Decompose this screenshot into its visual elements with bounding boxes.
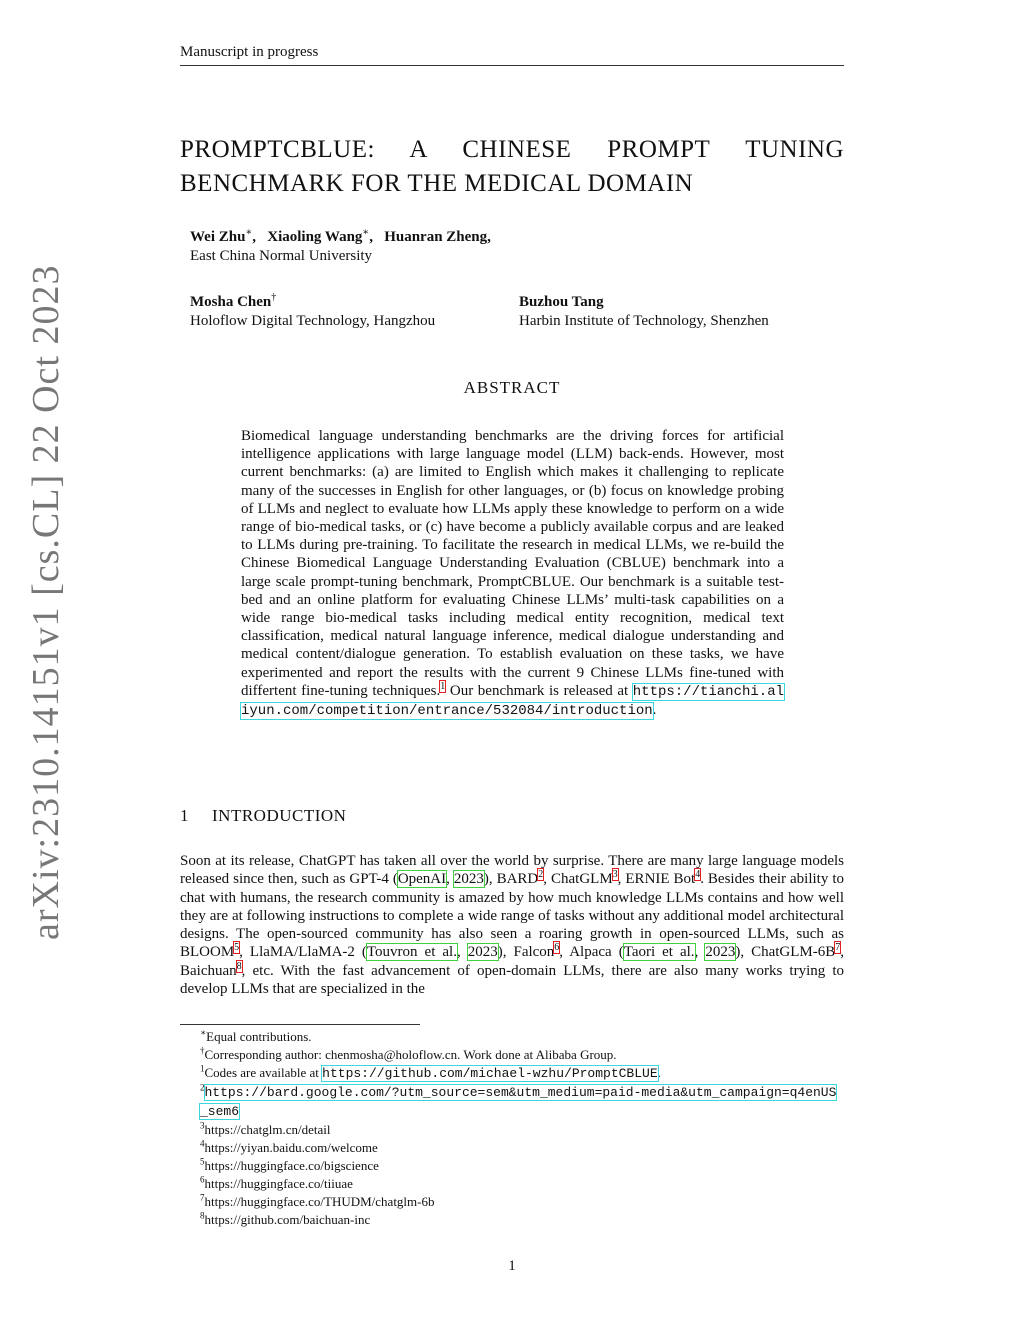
footnote xyxy=(180,1064,844,1083)
abstract-paragraph-tail: Our benchmark is released at xyxy=(445,682,633,699)
footnote-text: Equal contributions. xyxy=(206,1029,312,1044)
footnote xyxy=(180,1175,844,1193)
footnote xyxy=(180,1157,844,1175)
footnote-mark: 8 xyxy=(200,1210,205,1221)
intro-text: Soon at its release, ChatGPT has taken all over the world by surprise. There are many large language models released since then, such as GPT-4 ( xyxy=(180,853,844,888)
footnote xyxy=(180,1046,844,1064)
footnote-ref-2[interactable]: 2 xyxy=(538,869,544,881)
citation-taori[interactable]: Taori et al. xyxy=(623,944,695,961)
footnote xyxy=(180,1211,844,1229)
author-name: Huanran Zheng, xyxy=(384,229,491,245)
author-affiliation: Holoflow Digital Technology, Hangzhou xyxy=(190,313,436,329)
footnote-text: Codes are available at xyxy=(204,1065,323,1080)
footnote-text: https://huggingface.co/THUDM/chatglm-6b xyxy=(204,1194,435,1209)
citation-touvron-year[interactable]: 2023 xyxy=(467,944,498,961)
intro-text: , ChatGLM xyxy=(543,871,613,888)
abstract-paragraph: Biomedical language understanding benchmarks are the driving forces for artificial intelligence applications with large language model (LLM) back-ends. However, most current benchmarks: (a) are limited to English which makes it challenging to replicate many of the successes in English for other languages, or (b) focus on knowledge probing of LLMs and neglect to evaluate how LLMs apply these knowledge to perform on a wide range of bio-medical tasks, or (c) have become a publicly available corpus and are leaked to LLMs during pre-training. To facilitate the research in medical LLMs, we re-build the Chinese Biomedical Language Understanding Evaluation (CBLUE) benchmark into a large scale prompt-tuning benchmark, PromptCBLUE. Our benchmark is a suitable test-bed and an online platform for evaluating Chinese LLMs’ multi-task capabilities on a wide range bio-medical tasks including medical entity recognition, medical text classification, medical natural language inference, medical dialogue understanding and medical content/dialogue generation. To establish evaluation on these tasks, we have experimented and report the results with the current 9 Chinese LLMs fine-tuned with differtent fine-tuning techniques. xyxy=(241,428,784,699)
author-name: Buzhou Tang xyxy=(519,294,604,310)
benchmark-link[interactable]: https://tianchi.aliyun.com/competition/entrance/532084/introduction xyxy=(241,683,784,720)
section-heading xyxy=(180,806,346,826)
abstract-end: . xyxy=(652,702,657,719)
footnote-text: https://huggingface.co/tiiuae xyxy=(204,1176,353,1191)
intro-text: , Baichuan xyxy=(180,944,844,979)
footnote-mark: 4 xyxy=(200,1138,205,1149)
footnote-ref-6[interactable]: 6 xyxy=(554,942,560,954)
citation-touvron[interactable]: Touvron et al. xyxy=(366,944,457,961)
footnote-ref-8[interactable]: 8 xyxy=(236,960,242,972)
citation-taori-year[interactable]: 2023 xyxy=(705,944,736,961)
section-number: 1 xyxy=(180,806,189,825)
footnote xyxy=(180,1083,844,1121)
footnote-ref-3[interactable]: 3 xyxy=(612,869,618,881)
footnote-mark: 3 xyxy=(200,1120,205,1131)
footnote-text: https://yiyan.baidu.com/welcome xyxy=(204,1140,378,1155)
footnote xyxy=(180,1028,844,1046)
intro-text: ), BARD xyxy=(483,871,539,888)
arxiv-stamp: arXiv:2310.14151v1 [cs.CL] 22 Oct 2023 xyxy=(25,264,67,940)
footnote-end: . xyxy=(657,1065,661,1080)
footnote-rule xyxy=(180,1024,420,1025)
title-word: PROMPT xyxy=(607,136,710,163)
footnote-mark: ∗ xyxy=(200,1027,207,1038)
footnote xyxy=(180,1193,844,1211)
intro-text: . Besides their ability to chat with humans, the research community is amazed by how much knowledge LLMs contains and how well they are at following instructions to complete a wide range of tasks without any additional model architectural designs. The open-sourced community has also seen a roaring growth in open-sourced LLMs, such as BLOOM xyxy=(180,871,844,961)
github-link[interactable]: https://github.com/michael-wzhu/PromptCBLUE xyxy=(322,1066,658,1081)
running-header: Manuscript in progress xyxy=(180,44,319,60)
citation-openai-year[interactable]: 2023 xyxy=(453,871,484,888)
author-name: Xiaoling Wang xyxy=(267,229,363,245)
footnote-mark: 6 xyxy=(200,1174,205,1185)
paper-title-line1 xyxy=(180,132,844,168)
author-mark: † xyxy=(271,292,277,303)
footnote-mark: 1 xyxy=(200,1063,205,1074)
author-affiliation: East China Normal University xyxy=(190,248,373,264)
footnote-ref-4[interactable]: 4 xyxy=(695,869,701,881)
author-mark: ∗ xyxy=(362,227,370,238)
footnote xyxy=(180,1121,844,1139)
footnote-mark: 5 xyxy=(200,1156,205,1167)
footnote-ref-7[interactable]: 7 xyxy=(835,942,841,954)
footnote-mark: 2 xyxy=(200,1082,205,1093)
footnote-text: https://huggingface.co/bigscience xyxy=(204,1158,379,1173)
footnote-mark: † xyxy=(200,1045,205,1056)
author-row-1: Wei Zhu∗, Xiaoling Wang∗, Huanran Zheng, East China Normal University xyxy=(190,227,491,264)
abstract-heading: ABSTRACT xyxy=(463,378,561,397)
author-name: Mosha Chen xyxy=(190,294,272,310)
footnote-ref-5[interactable]: 5 xyxy=(234,942,240,954)
footnote-text: https://chatglm.cn/detail xyxy=(204,1122,331,1137)
intro-text: ), Falcon xyxy=(497,944,555,961)
page-number: 1 xyxy=(508,1258,516,1274)
footnote xyxy=(180,1139,844,1157)
section-title: INTRODUCTION xyxy=(212,806,347,825)
introduction-paragraph: Soon at its release, ChatGPT has taken all over the world by surprise. There are many large language models released since then, such as GPT-4 (OpenAI, 2023), BARD$^2$, ChatGLM$^3$, ERNIE Bot$^4$. Besides their ability to chat with humans, the research community is amazed by how much knowledge LLMs contains and how well they are at following instructions to complete a wide range of tasks without any additional model architectural designs. The open-sourced community has also seen a roaring growth in open-sourced LLMs, such as BLOOM$^5$, LlaMA/LlaMA-2 (Touvron et al., 2023), Falcon$^6$, Alpaca (Taori et al., 2023), ChatGLM-$6B^7$, Baichuan$^8$, etc. With the fast advancement of open-domain LLMs, there are also many works trying to develop LLMs that are specialized in the xyxy=(180,853,844,998)
author-block-right xyxy=(519,293,769,331)
author-block-left xyxy=(190,293,435,331)
intro-text: , Alpaca ( xyxy=(559,944,624,961)
header-rule xyxy=(180,65,844,66)
intro-text: ), ChatGLM-6B xyxy=(735,944,836,961)
title-word: TUNING xyxy=(745,136,845,163)
paper-title-line2: BENCHMARK FOR THE MEDICAL DOMAIN xyxy=(180,170,694,197)
footnote-ref-1[interactable]: 1 xyxy=(440,680,446,692)
intro-text: , LlaMA/LlaMA-2 ( xyxy=(239,944,367,961)
author-name: Wei Zhu xyxy=(190,229,246,245)
author-affiliation: Harbin Institute of Technology, Shenzhen xyxy=(519,313,769,329)
abstract-text xyxy=(241,427,784,720)
title-word: A xyxy=(409,136,427,163)
citation-openai[interactable]: OpenAI xyxy=(397,871,447,888)
author-mark: ∗ xyxy=(245,227,253,238)
intro-text: , etc. With the fast advancement of open-domain LLMs, there are also many works trying to develop LLMs that are specialized in the xyxy=(180,962,844,998)
intro-text: , ERNIE Bot xyxy=(617,871,696,888)
title-word: CHINESE xyxy=(462,136,572,163)
footnote-text: https://github.com/baichuan-inc xyxy=(204,1212,371,1227)
title-word: PROMPTCBLUE: xyxy=(180,136,375,163)
footnotes xyxy=(180,1028,844,1229)
bard-link[interactable]: https://bard.google.com/?utm_source=sem&utm_medium=paid-media&utm_campaign=q4enUS_sem6 xyxy=(200,1085,837,1119)
footnote-text: Corresponding author: chenmosha@holoflow.cn. Work done at Alibaba Group. xyxy=(204,1047,617,1062)
footnote-mark: 7 xyxy=(200,1192,205,1203)
